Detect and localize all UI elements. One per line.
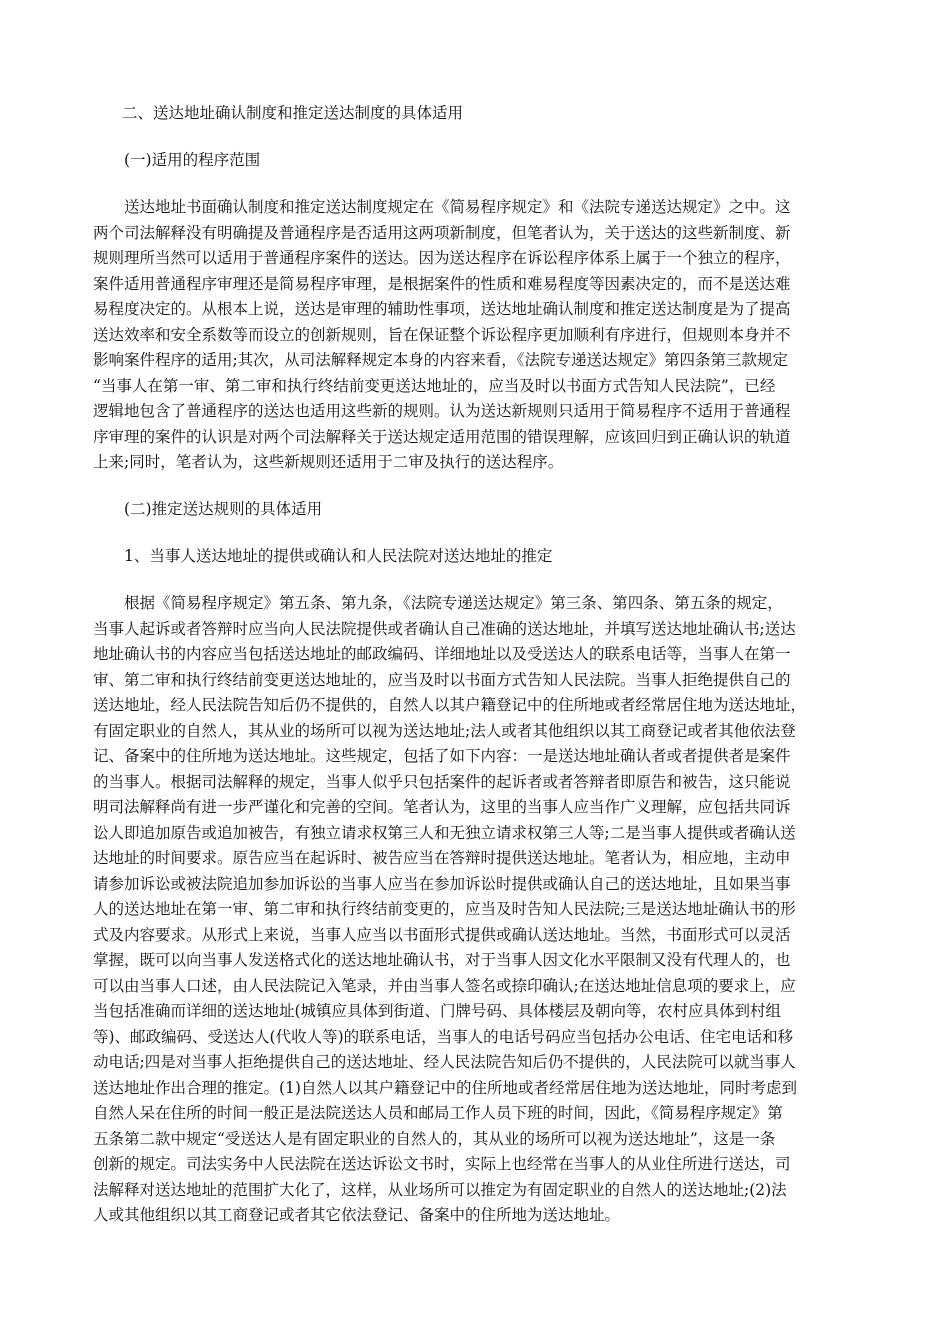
paragraph-line: 当事人起诉或者答辩时应当向人民法院提供或者确认自己准确的送达地址，并填写送达地址确认书;送达 bbox=[93, 620, 796, 638]
paragraph-line: 根据《简易程序规定》第五条、第九条，《法院专递送达规定》第三条、第四条、第五条的规定， bbox=[124, 594, 783, 612]
paragraph-line: 影响案件程序的适用;其次，从司法解释规定本身的内容来看，《法院专递送达规定》第四条第三款规定 bbox=[93, 351, 788, 369]
paragraph-line: 易程度决定的。从根本上说，送达是审理的辅助性事项，送达地址确认制度和推定送达制度是为了提高 bbox=[93, 300, 791, 318]
paragraph-line: “当事人在第一审、第二审和执行终结前变更送达地址的，应当及时以书面方式告知人民法院”，已经 bbox=[93, 377, 776, 395]
paragraph-line: 当包括准确而详细的送达地址(城镇应具体到街道、门牌号码、具体楼层及朝向等，农村应具体到村组 bbox=[93, 1002, 782, 1020]
paragraph-line: 法解释对送达地址的范围扩大化了，这样，从业场所可以推定为有固定职业的自然人的送达地址;(2)法 bbox=[93, 1181, 787, 1199]
paragraph-line: 送达效率和安全系数等而设立的创新规则，旨在保证整个诉讼程序更加顺利有序进行，但规则本身并不 bbox=[93, 326, 791, 344]
paragraph-line: 上来;同时，笔者认为，这些新规则还适用于二审及执行的送达程序。 bbox=[93, 453, 564, 471]
paragraph-line: 等)、邮政编码、受送达人(代收人等)的联系电话，当事人的电话号码应当包括办公电话、住宅电话和移 bbox=[93, 1028, 794, 1046]
paragraph-line: 请参加诉讼或被法院追加参加诉讼的当事人应当在参加诉讼时提供或确认自己的送达地址，且如果当事 bbox=[93, 875, 791, 893]
paragraph-line: 规则理所当然可以适用于普通程序案件的送达。因为送达程序在诉讼程序体系上属于一个独立的程序， bbox=[93, 249, 791, 267]
paragraph-line: 地址确认书的内容应当包括送达地址的邮政编码、详细地址以及受送达人的联系电话等，当事人在第一 bbox=[93, 645, 791, 663]
paragraph-line: 达地址的时间要求。原告应当在起诉时、被告应当在答辩时提供送达地址。笔者认为，相应地，主动申 bbox=[93, 849, 791, 867]
subheading-scope: (一)适用的程序范围 bbox=[124, 151, 261, 169]
paragraph-line: 创新的规定。司法实务中人民法院在送达诉讼文书时，实际上也经常在当事人的从业住所进行送达，司 bbox=[93, 1155, 791, 1173]
paragraph-line: 动电话;四是对当事人拒绝提供自己的送达地址、经人民法院告知后仍不提供的，人民法院可以就当事人 bbox=[93, 1053, 796, 1071]
paragraph-line: 掌握，既可以向当事人发送格式化的送达地址确认书，对于当事人因文化水平限制又没有代理人的，也 bbox=[93, 951, 791, 969]
paragraph-line: 送达地址，经人民法院告知后仍不提供的，自然人以其户籍登记中的住所地或者经常居住地为送达地址， bbox=[93, 696, 807, 714]
subheading-item-1: 1、当事人送达地址的提供或确认和人民法院对送达地址的推定 bbox=[124, 547, 553, 565]
paragraph-line: 记、备案中的住所地为送达地址。这些规定，包括了如下内容：一是送达地址确认者或者提供者是案件 bbox=[93, 747, 791, 765]
subheading-application: (二)推定送达规则的具体适用 bbox=[124, 500, 323, 518]
paragraph-line: 有固定职业的自然人，其从业的场所可以视为送达地址;法人或者其他组织以其工商登记或者其他依法登 bbox=[93, 722, 796, 740]
paragraph-line: 审、第二审和执行终结前变更送达地址的，应当及时以书面方式告知人民法院。当事人拒绝提供自己的 bbox=[93, 671, 791, 689]
paragraph-line: 两个司法解释没有明确提及普通程序是否适用这两项新制度，但笔者认为，关于送达的这些新制度、新 bbox=[93, 224, 791, 242]
paragraph-line: 送达地址书面确认制度和推定送达制度规定在《简易程序规定》和《法院专递送达规定》之中。这 bbox=[124, 198, 791, 216]
paragraph-line: 逻辑地包含了普通程序的送达也适用这些新的规则。认为送达新规则只适用于简易程序不适用于普通程 bbox=[93, 402, 791, 420]
paragraph-line: 送达地址作出合理的推定。(1)自然人以其户籍登记中的住所地或者经常居住地为送达地址，同时考虑到 bbox=[93, 1079, 797, 1097]
paragraph-line: 五条第二款中规定“受送达人是有固定职业的自然人的，其从业的场所可以视为送达地址”，这是一条 bbox=[93, 1130, 776, 1148]
paragraph-line: 人或其他组织以其工商登记或者其它依法登记、备案中的住所地为送达地址。 bbox=[93, 1206, 621, 1224]
paragraph-line: 式及内容要求。从形式上来说，当事人应当以书面形式提供或确认送达地址。当然，书面形式可以灵活 bbox=[93, 926, 791, 944]
paragraph-line: 序审理的案件的认识是对两个司法解释关于送达规定适用范围的错误理解，应该回归到正确认识的轨道 bbox=[93, 428, 791, 446]
paragraph-line: 自然人呆在住所的时间一般正是法院送达人员和邮局工作人员下班的时间，因此，《简易程序规定》第 bbox=[93, 1104, 783, 1122]
paragraph-line: 人的送达地址在第一审、第二审和执行终结前变更的，应当及时告知人民法院;三是送达地址确认书的形 bbox=[93, 900, 796, 918]
paragraph-line: 明司法解释尚有进一步严谨化和完善的空间。笔者认为，这里的当事人应当作广义理解，应包括共同诉 bbox=[93, 798, 791, 816]
heading-section-2: 二、送达地址确认制度和推定送达制度的具体适用 bbox=[122, 104, 464, 122]
paragraph-line: 可以由当事人口述，由人民法院记入笔录，并由当事人签名或捺印确认;在送达地址信息项的要求上，应 bbox=[93, 977, 796, 995]
paragraph-line: 的当事人。根据司法解释的规定，当事人似乎只包括案件的起诉者或者答辩者即原告和被告，这只能说 bbox=[93, 773, 791, 791]
paragraph-line: 案件适用普通程序审理还是简易程序审理，是根据案件的性质和难易程度等因素决定的，而不是送达难 bbox=[93, 275, 791, 293]
paragraph-line: 讼人即追加原告或追加被告，有独立请求权第三人和无独立请求权第三人等;二是当事人提供或者确认送 bbox=[93, 824, 796, 842]
